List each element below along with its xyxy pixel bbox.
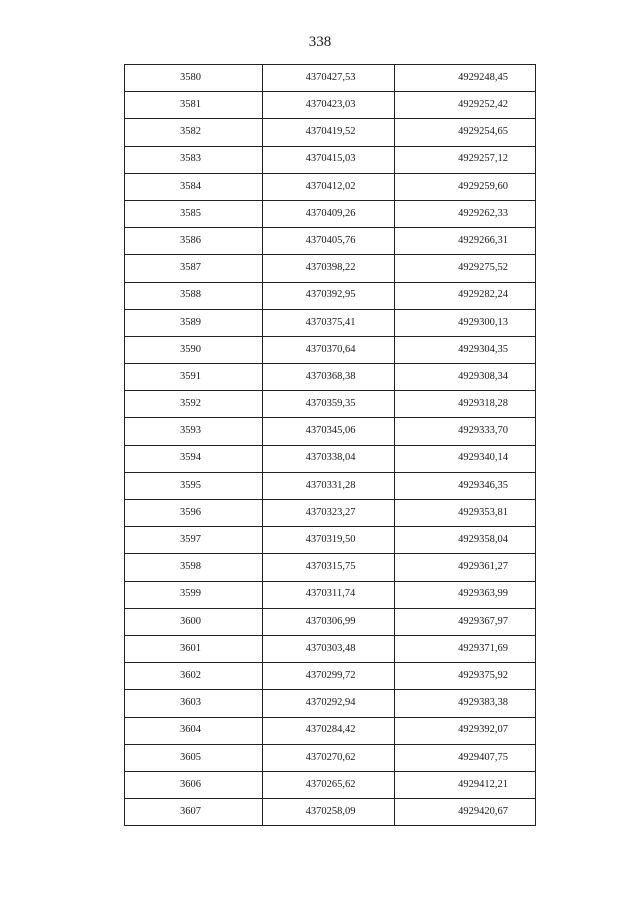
table-row [125, 282, 536, 309]
y-coordinate-cell: 4929304,35 [395, 336, 536, 363]
x-coordinate-cell: 4370405,76 [263, 228, 395, 255]
point-number-cell: 3597 [125, 527, 263, 554]
x-coordinate-cell: 4370292,94 [263, 690, 395, 717]
x-coordinate-cell: 4370299,72 [263, 663, 395, 690]
table-row [125, 92, 536, 119]
y-coordinate-cell: 4929252,42 [395, 92, 536, 119]
y-coordinate-cell: 4929340,14 [395, 445, 536, 472]
table-row [125, 690, 536, 717]
x-coordinate-cell: 4370331,28 [263, 472, 395, 499]
x-coordinate-cell: 4370415,03 [263, 146, 395, 173]
coordinates-table [124, 64, 536, 826]
x-coordinate-cell: 4370398,22 [263, 255, 395, 282]
point-number-cell: 3588 [125, 282, 263, 309]
y-coordinate-cell: 4929257,12 [395, 146, 536, 173]
y-coordinate-cell: 4929262,33 [395, 200, 536, 227]
point-number-cell: 3587 [125, 255, 263, 282]
x-coordinate-cell: 4370311,74 [263, 581, 395, 608]
y-coordinate-cell: 4929420,67 [395, 799, 536, 826]
point-number-cell: 3603 [125, 690, 263, 717]
point-number-cell: 3583 [125, 146, 263, 173]
y-coordinate-cell: 4929361,27 [395, 554, 536, 581]
point-number-cell: 3582 [125, 119, 263, 146]
table-row [125, 255, 536, 282]
table-row [125, 500, 536, 527]
point-number-cell: 3605 [125, 744, 263, 771]
table-row [125, 445, 536, 472]
table-row [125, 364, 536, 391]
table-row [125, 717, 536, 744]
y-coordinate-cell: 4929392,07 [395, 717, 536, 744]
point-number-cell: 3607 [125, 799, 263, 826]
point-number-cell: 3596 [125, 500, 263, 527]
y-coordinate-cell: 4929318,28 [395, 391, 536, 418]
x-coordinate-cell: 4370258,09 [263, 799, 395, 826]
x-coordinate-cell: 4370359,35 [263, 391, 395, 418]
point-number-cell: 3599 [125, 581, 263, 608]
x-coordinate-cell: 4370323,27 [263, 500, 395, 527]
y-coordinate-cell: 4929346,35 [395, 472, 536, 499]
y-coordinate-cell: 4929266,31 [395, 228, 536, 255]
point-number-cell: 3592 [125, 391, 263, 418]
x-coordinate-cell: 4370370,64 [263, 336, 395, 363]
y-coordinate-cell: 4929275,52 [395, 255, 536, 282]
x-coordinate-cell: 4370375,41 [263, 309, 395, 336]
table-row [125, 527, 536, 554]
y-coordinate-cell: 4929282,24 [395, 282, 536, 309]
point-number-cell: 3580 [125, 65, 263, 92]
table-row [125, 228, 536, 255]
y-coordinate-cell: 4929300,13 [395, 309, 536, 336]
y-coordinate-cell: 4929254,65 [395, 119, 536, 146]
point-number-cell: 3581 [125, 92, 263, 119]
point-number-cell: 3589 [125, 309, 263, 336]
table-row [125, 799, 536, 826]
y-coordinate-cell: 4929375,92 [395, 663, 536, 690]
point-number-cell: 3593 [125, 418, 263, 445]
table-row [125, 200, 536, 227]
y-coordinate-cell: 4929371,69 [395, 635, 536, 662]
point-number-cell: 3595 [125, 472, 263, 499]
x-coordinate-cell: 4370265,62 [263, 771, 395, 798]
coordinates-table-body [125, 65, 536, 826]
point-number-cell: 3590 [125, 336, 263, 363]
point-number-cell: 3602 [125, 663, 263, 690]
point-number-cell: 3601 [125, 635, 263, 662]
y-coordinate-cell: 4929353,81 [395, 500, 536, 527]
point-number-cell: 3604 [125, 717, 263, 744]
y-coordinate-cell: 4929367,97 [395, 608, 536, 635]
table-row [125, 309, 536, 336]
table-row [125, 336, 536, 363]
x-coordinate-cell: 4370423,03 [263, 92, 395, 119]
y-coordinate-cell: 4929363,99 [395, 581, 536, 608]
x-coordinate-cell: 4370284,42 [263, 717, 395, 744]
point-number-cell: 3606 [125, 771, 263, 798]
table-row [125, 635, 536, 662]
table-row [125, 119, 536, 146]
x-coordinate-cell: 4370306,99 [263, 608, 395, 635]
y-coordinate-cell: 4929383,38 [395, 690, 536, 717]
x-coordinate-cell: 4370368,38 [263, 364, 395, 391]
table-row [125, 771, 536, 798]
x-coordinate-cell: 4370315,75 [263, 554, 395, 581]
table-row [125, 554, 536, 581]
point-number-cell: 3600 [125, 608, 263, 635]
x-coordinate-cell: 4370303,48 [263, 635, 395, 662]
point-number-cell: 3594 [125, 445, 263, 472]
y-coordinate-cell: 4929308,34 [395, 364, 536, 391]
x-coordinate-cell: 4370419,52 [263, 119, 395, 146]
y-coordinate-cell: 4929412,21 [395, 771, 536, 798]
table-row [125, 391, 536, 418]
y-coordinate-cell: 4929248,45 [395, 65, 536, 92]
point-number-cell: 3585 [125, 200, 263, 227]
x-coordinate-cell: 4370345,06 [263, 418, 395, 445]
y-coordinate-cell: 4929358,04 [395, 527, 536, 554]
table-row [125, 472, 536, 499]
table-row [125, 608, 536, 635]
table-row [125, 418, 536, 445]
y-coordinate-cell: 4929259,60 [395, 173, 536, 200]
point-number-cell: 3598 [125, 554, 263, 581]
x-coordinate-cell: 4370412,02 [263, 173, 395, 200]
point-number-cell: 3584 [125, 173, 263, 200]
table-row [125, 65, 536, 92]
table-row [125, 581, 536, 608]
x-coordinate-cell: 4370392,95 [263, 282, 395, 309]
table-row [125, 146, 536, 173]
x-coordinate-cell: 4370270,62 [263, 744, 395, 771]
table-row [125, 173, 536, 200]
x-coordinate-cell: 4370319,50 [263, 527, 395, 554]
x-coordinate-cell: 4370338,04 [263, 445, 395, 472]
page-number: 338 [308, 34, 332, 50]
y-coordinate-cell: 4929333,70 [395, 418, 536, 445]
x-coordinate-cell: 4370409,26 [263, 200, 395, 227]
table-row [125, 663, 536, 690]
y-coordinate-cell: 4929407,75 [395, 744, 536, 771]
table-row [125, 744, 536, 771]
x-coordinate-cell: 4370427,53 [263, 65, 395, 92]
point-number-cell: 3586 [125, 228, 263, 255]
point-number-cell: 3591 [125, 364, 263, 391]
